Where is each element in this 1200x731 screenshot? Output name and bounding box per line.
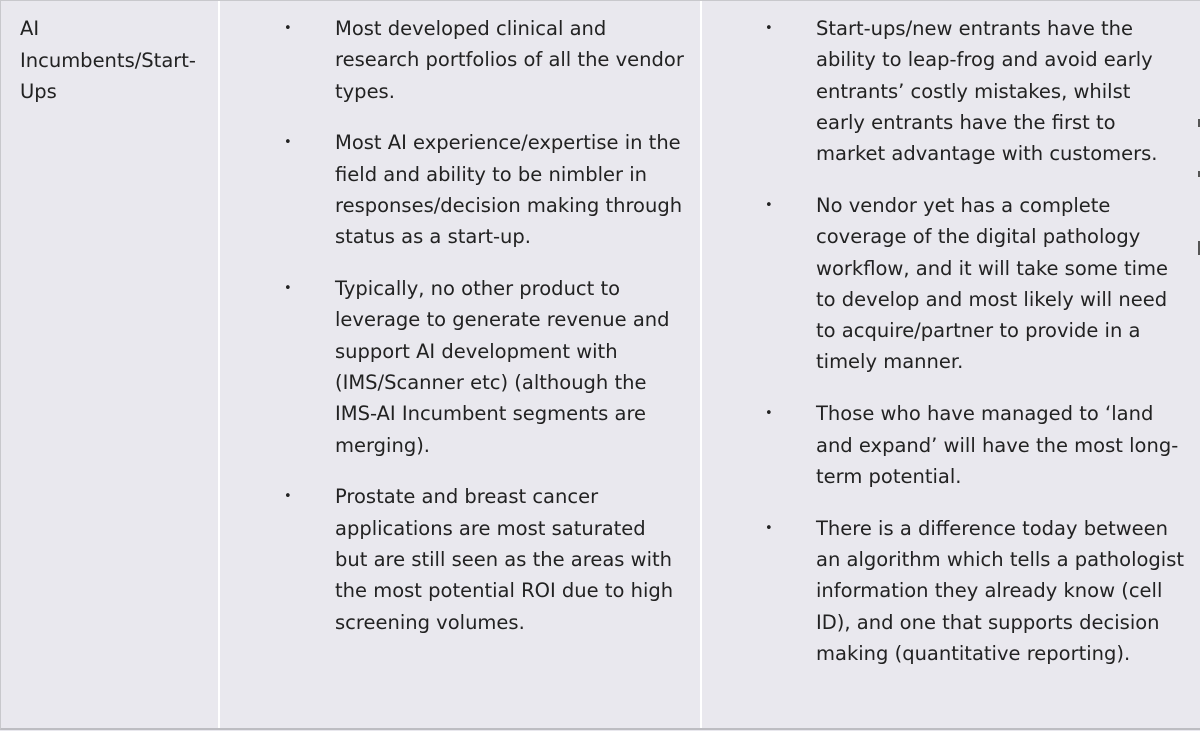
- list-item: [765, 190, 1185, 378]
- bullet-text: No vendor yet has a complete coverage of the digital pathology workflow, and it will take some time to develop and most likely will need to acquire/partner to provide in a timely manner.: [816, 193, 1169, 374]
- bullet-icon: •: [765, 21, 773, 36]
- list-item: [284, 273, 684, 461]
- list-item: [284, 127, 684, 252]
- row-label-cell: [1, 1, 220, 728]
- list-item: [765, 513, 1185, 669]
- bullet-text: Typically, no other product to leverage to generate revenue and support AI development with (IMS/Scanner etc) (although the IMS-AI Incumbent segments are merging).: [335, 277, 670, 457]
- middle-column-cell: [220, 1, 702, 728]
- bullet-text: Prostate and breast cancer applications are most saturated but are still seen as the areas with the most potential ROI due to high screening volumes.: [335, 485, 674, 634]
- bullet-text: There is a difference today between an algorithm which tells a pathologist information they already know (cell ID), and one that supports decision making (quantitative reporting).: [816, 516, 1185, 665]
- bullet-icon: •: [284, 135, 292, 151]
- page-edge-marks: [1194, 1, 1200, 731]
- bullet-icon: •: [765, 197, 773, 213]
- bullet-text: Most AI experience/expertise in the field and ability to be nimbler in responses/decision making through status as a start-up.: [335, 131, 683, 249]
- right-bullet-list: [765, 13, 1185, 690]
- list-item: [284, 13, 684, 107]
- bullet-icon: •: [284, 281, 292, 297]
- bullet-icon: •: [284, 21, 292, 36]
- bullet-icon: •: [765, 406, 773, 422]
- row-label: AI Incumbents/Start-Ups: [20, 17, 196, 103]
- list-item: [765, 13, 1185, 169]
- bullet-text: Most developed clinical and research portfolios of all the vendor types.: [335, 17, 684, 103]
- list-item: [765, 398, 1185, 492]
- bullet-icon: •: [765, 520, 773, 536]
- bullet-icon: •: [284, 489, 292, 505]
- bullet-text: Those who have managed to ‘land and expand’ will have the most long-term potential.: [816, 402, 1179, 488]
- bullet-text: Start-ups/new entrants have the ability to leap-frog and avoid early entrants’ costly mistakes, whilst early entrants have the first to market advantage with customers.: [816, 17, 1158, 166]
- right-column-cell: [702, 1, 1200, 728]
- list-item: [284, 481, 684, 637]
- middle-bullet-list: [284, 13, 684, 658]
